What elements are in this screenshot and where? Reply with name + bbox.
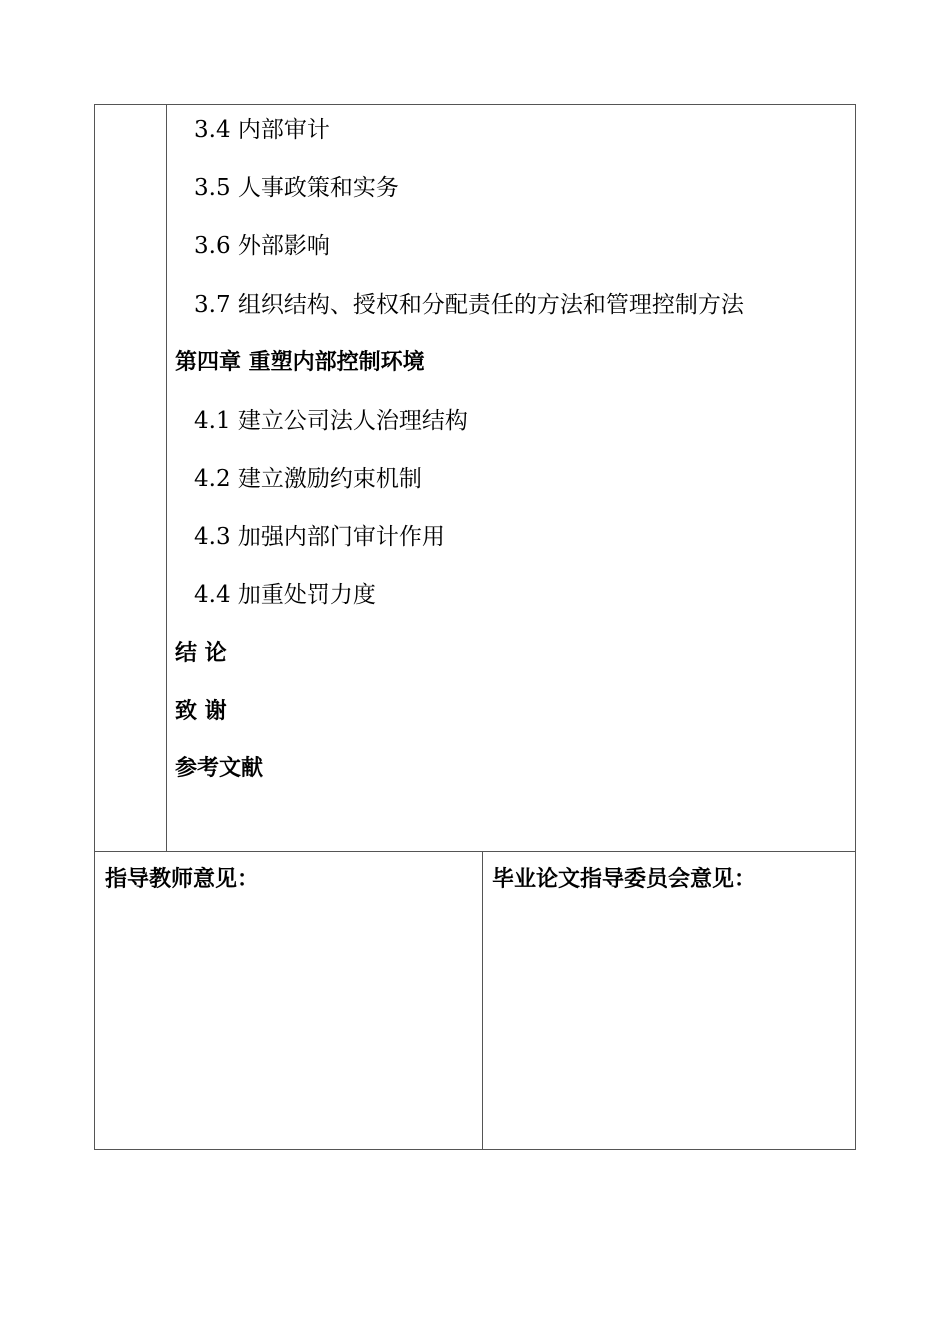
toc-item-4-2: 4.2 建立激励约束机制 <box>194 466 422 492</box>
toc-item-3-6: 3.6 外部影响 <box>194 233 330 259</box>
toc-item-4-4: 4.4 加重处罚力度 <box>194 582 376 608</box>
toc-item-4-1: 4.1 建立公司法人治理结构 <box>194 408 468 434</box>
section-divider <box>95 851 855 852</box>
left-blank-column <box>95 105 167 852</box>
toc-item-4-3: 4.3 加强内部门审计作用 <box>194 524 445 550</box>
toc-chapter-4: 第四章 重塑内部控制环境 <box>175 350 425 375</box>
advisor-opinion-label: 指导教师意见： <box>105 867 260 892</box>
form-table <box>94 104 856 1150</box>
toc-item-3-5: 3.5 人事政策和实务 <box>194 175 399 201</box>
toc-references: 参考文献 <box>175 756 264 781</box>
toc-acknowledgements: 致 谢 <box>175 699 227 724</box>
toc-item-3-7: 3.7 组织结构、授权和分配责任的方法和管理控制方法 <box>194 292 744 318</box>
toc-item-3-4: 3.4 内部审计 <box>194 117 330 143</box>
committee-opinion-label: 毕业论文指导委员会意见： <box>492 867 757 892</box>
toc-conclusion: 结 论 <box>175 641 227 666</box>
opinion-column-divider <box>482 851 483 1149</box>
